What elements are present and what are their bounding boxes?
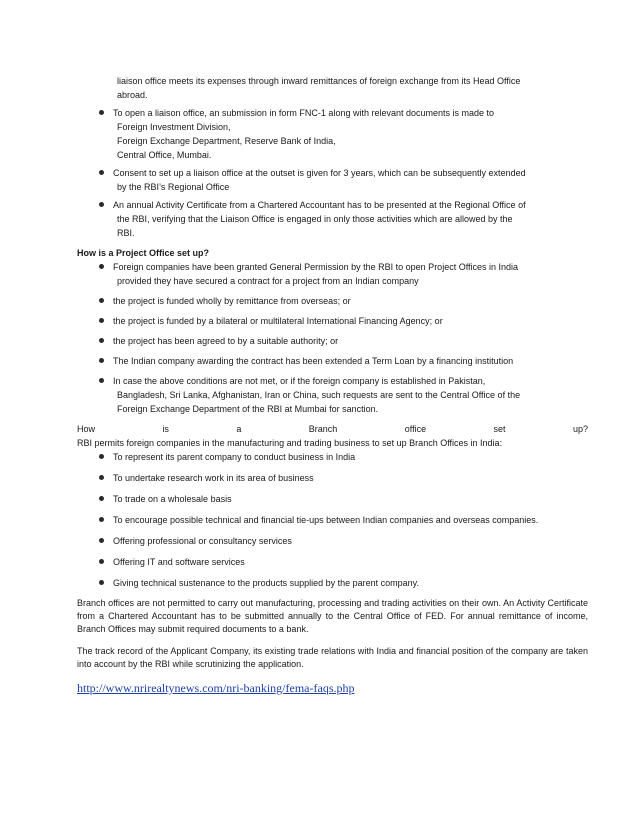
list-item xyxy=(77,471,586,485)
text-line: provided they have secured a contract for a project from an Indian company xyxy=(117,276,419,286)
text-line: To encourage possible technical and financial tie-ups between Indian companies and overseas companies. xyxy=(113,515,539,525)
text-line: In case the above conditions are not met, or if the foreign company is established in Pakistan, xyxy=(113,376,486,386)
list-item xyxy=(77,106,586,162)
bullet-icon xyxy=(99,338,104,343)
text-line: Giving technical sustenance to the products supplied by the parent company. xyxy=(113,578,420,588)
text-line: by the RBI’s Regional Office xyxy=(117,182,230,192)
bullet-icon xyxy=(99,496,104,501)
bullet-icon xyxy=(99,264,104,269)
bullet-icon xyxy=(99,170,104,175)
text-line: Central Office, Mumbai. xyxy=(117,150,212,160)
liaison-lead xyxy=(77,74,586,102)
paragraph: The track record of the Applicant Company, its existing trade relations with India and financial position of the company are taken into account by the RBI while scrutinizing the application. xyxy=(77,646,588,669)
text-line: Foreign Exchange Department of the RBI at Mumbai for sanction. xyxy=(117,404,379,414)
text-line: Foreign Investment Division, xyxy=(117,122,231,132)
bullet-icon xyxy=(99,517,104,522)
text-line: RBI. xyxy=(117,228,135,238)
list-item xyxy=(77,314,586,328)
list-item xyxy=(77,555,586,569)
bullet-icon xyxy=(99,298,104,303)
list-item xyxy=(77,334,586,348)
text-line: To open a liaison office, an submission in form FNC-1 along with relevant documents is made to xyxy=(113,108,495,118)
list-item xyxy=(77,166,586,194)
list-item xyxy=(77,294,586,308)
bullet-icon xyxy=(99,475,104,480)
source-link[interactable]: http://www.nrirealtynews.com/nri-banking/fema-faqs.php xyxy=(77,681,355,695)
bullet-icon xyxy=(99,202,104,207)
text-line: The Indian company awarding the contract has been extended a Term Loan by a financing institution xyxy=(113,356,514,366)
branch-office-heading xyxy=(77,422,588,436)
list-item xyxy=(77,576,586,590)
bullet-icon xyxy=(99,110,104,115)
heading-word: up? xyxy=(572,424,588,434)
text-line: Bangladesh, Sri Lanka, Afghanistan, Iran or China, such requests are sent to the Central Office of the xyxy=(117,390,521,400)
text-line: liaison office meets its expenses through inward remittances of foreign exchange from its Head Office xyxy=(117,76,521,86)
bullet-icon xyxy=(99,559,104,564)
bullet-icon xyxy=(99,378,104,383)
text-line: abroad. xyxy=(117,90,148,100)
text-line: To undertake research work in its area of business xyxy=(113,473,314,483)
text-line: An annual Activity Certificate from a Chartered Accountant has to be presented at the Regional Office of xyxy=(113,200,526,210)
liaison-bullet-list xyxy=(77,106,586,240)
heading-word: How xyxy=(77,424,96,434)
list-item xyxy=(77,534,586,548)
list-item xyxy=(77,492,586,506)
heading-word: is xyxy=(162,424,169,434)
bullet-icon xyxy=(99,454,104,459)
text-line: Foreign companies have been granted General Permission by the RBI to open Project Offices in India xyxy=(113,262,519,272)
list-item xyxy=(77,354,586,368)
heading-word: a xyxy=(236,424,242,434)
branch-office-bullet-list xyxy=(77,450,586,590)
text-line: Consent to set up a liaison office at the outset is given for 3 years, which can be subsequently extended xyxy=(113,168,526,178)
branch-office-intro: RBI permits foreign companies in the manufacturing and trading business to set up Branch Offices in India: xyxy=(77,438,503,448)
text-line: To represent its parent company to conduct business in India xyxy=(113,452,356,462)
text-line: Foreign Exchange Department, Reserve Bank of India, xyxy=(117,136,336,146)
heading-word: office xyxy=(404,424,427,434)
list-item xyxy=(77,260,586,288)
text-line: the project is funded by a bilateral or multilateral International Financing Agency; or xyxy=(113,316,443,326)
list-item xyxy=(77,450,586,464)
text-line: To trade on a wholesale basis xyxy=(113,494,232,504)
text-line: the RBI, verifying that the Liaison Office is engaged in only those activities which are allowed by the xyxy=(117,214,513,224)
text-line: the project is funded wholly by remittance from overseas; or xyxy=(113,296,351,306)
text-line: the project has been agreed to by a suitable authority; or xyxy=(113,336,339,346)
heading-word: set xyxy=(493,424,506,434)
text-line: Offering professional or consultancy services xyxy=(113,536,292,546)
bullet-icon xyxy=(99,318,104,323)
project-office-bullet-list xyxy=(77,260,586,416)
section-heading: How is a Project Office set up? xyxy=(77,248,210,258)
bullet-icon xyxy=(99,358,104,363)
bullet-icon xyxy=(99,580,104,585)
paragraph: Branch offices are not permitted to carry out manufacturing, processing and trading activities on their own. An Activity Certificate from a Chartered Accountant has to be submitted annually to the Central Office of FED. For annual remittance of income, Branch Offices may submit required documents to a bank. xyxy=(77,598,588,634)
text-line: Offering IT and software services xyxy=(113,557,245,567)
heading-word: Branch xyxy=(308,424,338,434)
bullet-icon xyxy=(99,538,104,543)
list-item xyxy=(77,374,586,416)
list-item xyxy=(77,513,586,527)
list-item xyxy=(77,198,586,240)
